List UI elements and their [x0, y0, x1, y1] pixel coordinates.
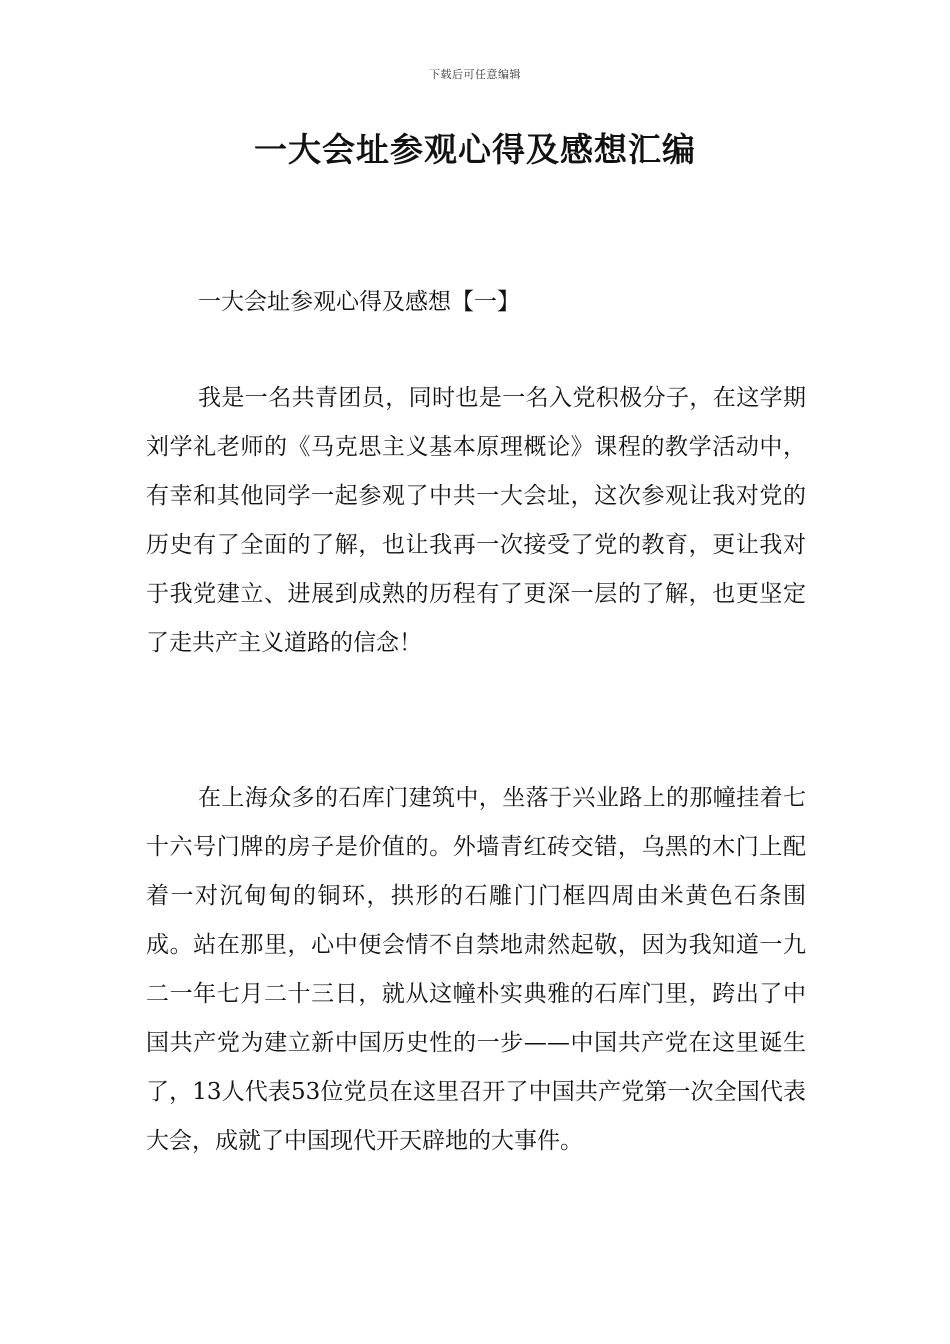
document-title: 一大会址参观心得及感想汇编 — [254, 130, 696, 169]
header-note: 下载后可任意编辑 — [429, 68, 521, 81]
paragraph: 我是一名共青团员，同时也是一名入党积极分子，在这学期刘学礼老师的《马克思主义基本原理概论》课程的教学活动中，有幸和其他同学一起参观了中共一大会址，这次参观让我对党的历史有了全面的了解，也让我再一次接受了党的教育，更让我对于我党建立、进展到成熟的历程有了更深一层的了解，也更坚定了走共产主义道路的信念！ — [146, 385, 806, 656]
paragraph: 在上海众多的石库门建筑中，坐落于兴业路上的那幢挂着七十六号门牌的房子是价值的。外墙青红砖交错，乌黑的木门上配着一对沉甸甸的铜环，拱形的石雕门门框四周由米黄色石条围成。站在那里，心中便会情不自禁地肃然起敬，因为我知道一九二一年七月二十三日，就从这幢朴实典雅的石库门里，跨出了中国共产党为建立新中国历史性的一步——中国共产党在这里诞生了，13人代表53位党员在这里召开了中国共产党第一次全国代表大会，成就了中国现代开天辟地的大事件。 — [146, 785, 806, 1154]
section-heading: 一大会址参观心得及感想【一】 — [198, 289, 520, 315]
